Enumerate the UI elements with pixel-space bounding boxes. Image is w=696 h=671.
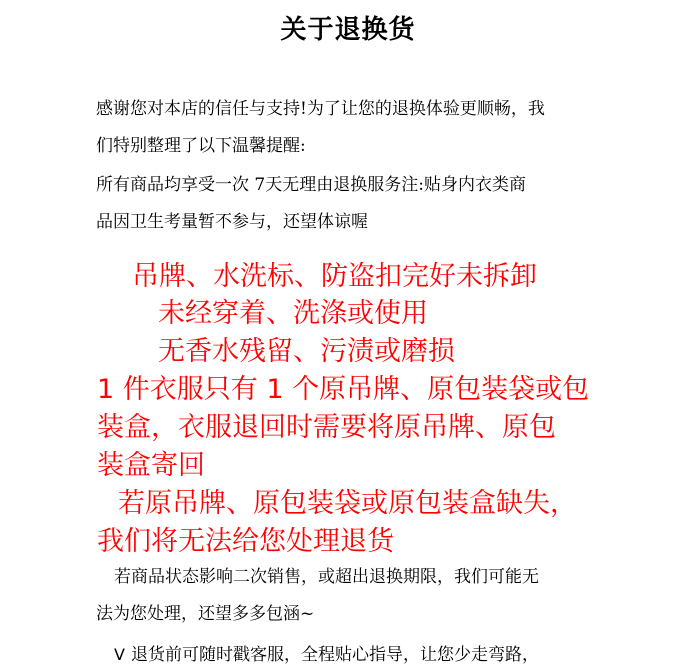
notice-line-1: 若商品状态影响二次销售，或超出退换期限，我们可能无 [114, 567, 539, 587]
requirement-original-packaging-line-2: 装盒，衣服退回时需要将原吊牌、原包 [97, 412, 556, 443]
notice-line-2: 法为您处理，还望多多包涵~ [96, 604, 315, 624]
requirement-tags-intact: 吊牌、水洗标、防盗扣完好未拆卸 [132, 261, 537, 292]
service-text: 退货前可随时戳客服，全程贴心指导，让您少走弯路， [130, 645, 539, 665]
policy-line-2: 品因卫生考量暂不参与，还望体谅喔 [96, 212, 368, 232]
requirement-unworn: 未经穿着、洗涤或使用 [158, 298, 428, 329]
policy-line-1: 所有商品均享受一次 7天无理由退换服务注:贴身内衣类商 [96, 175, 526, 195]
requirement-no-stains: 无香水残留、污渍或磨损 [158, 336, 455, 367]
policy-paragraph [96, 174, 616, 233]
page-title: 关于退换货 [280, 15, 416, 45]
requirement-original-packaging-line-3: 装盒寄回 [97, 450, 205, 481]
warning-missing-packaging-line-2: 我们将无法给您处理退货 [97, 526, 394, 557]
intro-line-1: 感谢您对本店的信任与支持!为了让您的退换体验更顺畅，我 [96, 99, 545, 119]
requirement-original-packaging-line-1: 1 件衣服只有 1 个原吊牌、原包装袋或包 [97, 374, 590, 405]
warning-missing-packaging-line-1: 若原吊牌、原包装袋或原包装盒缺失， [118, 488, 577, 519]
intro-paragraph [96, 98, 616, 157]
checkmark-bullet-icon: V [114, 645, 125, 664]
notice-paragraph [96, 566, 616, 625]
intro-line-2: 们特别整理了以下温馨提醒: [96, 136, 306, 156]
service-paragraph [114, 644, 539, 666]
